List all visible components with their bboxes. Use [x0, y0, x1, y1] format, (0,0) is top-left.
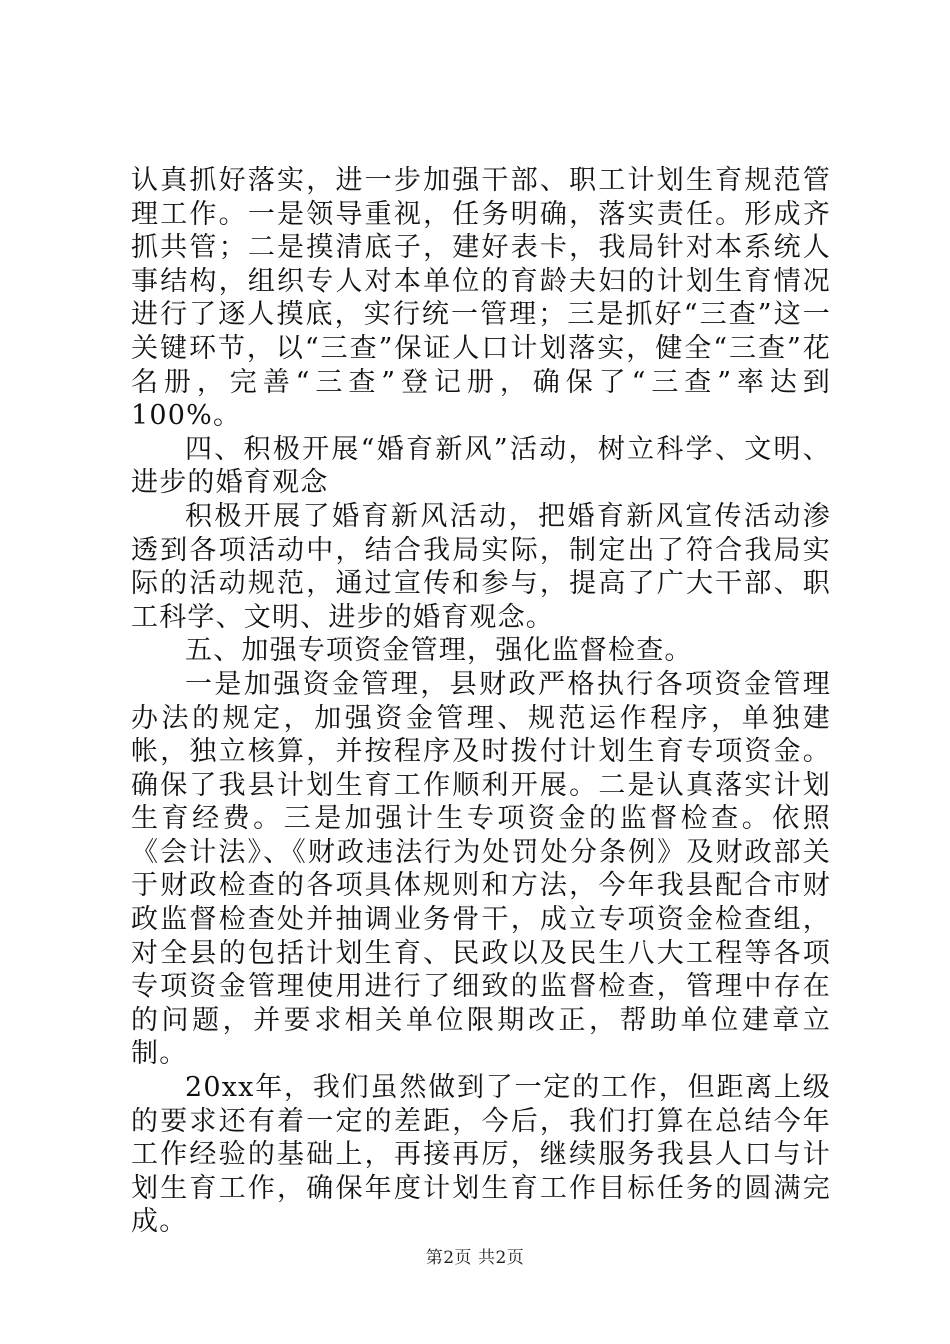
paragraph-2: 积极开展了婚育新风活动，把婚育新风宣传活动渗透到各项活动中，结合我局实际，制定出了符合我局实际的活动规范，通过宣传和参与，提高了广大干部、职工科学、文明、进步的婚育观念。	[131, 500, 831, 633]
paragraph-4: 20xx年，我们虽然做到了一定的工作，但距离上级的要求还有着一定的差距，今后，我们打算在总结今年工作经验的基础上，再接再厉，继续服务我县人口与计划生育工作，确保年度计划生育工作目标任务的圆满完成。	[131, 1072, 831, 1238]
document-body	[131, 164, 831, 1239]
paragraph-1: 认真抓好落实，进一步加强干部、职工计划生育规范管理工作。一是领导重视，任务明确，落实责任。形成齐抓共管；二是摸清底子，建好表卡，我局针对本系统人事结构，组织专人对本单位的育龄夫妇的计划生育情况进行了逐人摸底，实行统一管理；三是抓好“三查”这一关键环节，以“三查”保证人口计划落实，健全“三查”花名册，完善“三查”登记册，确保了“三查”率达到100%。	[131, 165, 831, 432]
section-heading-4: 四、积极开展“婚育新风”活动，树立科学、文明、进步的婚育观念	[131, 433, 831, 499]
section-heading-5: 五、加强专项资金管理，强化监督检查。	[185, 635, 693, 667]
paragraph-3: 一是加强资金管理，县财政严格执行各项资金管理办法的规定，加强资金管理、规范运作程序，单独建帐，独立核算，并按程序及时拨付计划生育专项资金。确保了我县计划生育工作顺利开展。二是认真落实计划生育经费。三是加强计生专项资金的监督检查。依照《会计法》、《财政违法行为处罚处分条例》及财政部关于财政检查的各项具体规则和方法，今年我县配合市财政监督检查处并抽调业务骨干，成立专项资金检查组，对全县的包括计划生育、民政以及民生八大工程等各项专项资金管理使用进行了细致的监督检查，管理中存在的问题，并要求相关单位限期改正，帮助单位建章立制。	[131, 668, 831, 1070]
page-number-footer: 第2页 共2页	[425, 1248, 525, 1268]
